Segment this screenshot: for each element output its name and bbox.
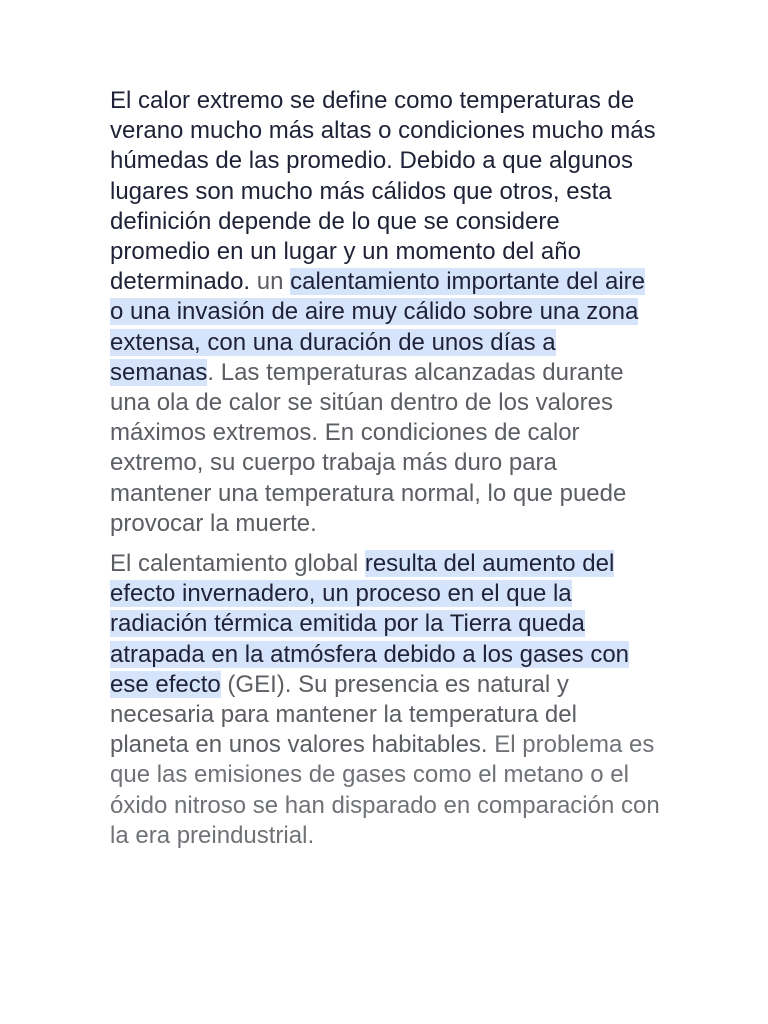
highlighted-text: resulta del aumento del efecto invernadero, un proceso en el que la radiación térmica emitida por la Tierra queda atrapada en la atmósfera debido a los gases con ese efecto xyxy=(110,550,630,698)
highlighted-text: calentamiento importante del aire o una invasión de aire muy cálido sobre una zona extensa, con una duración de unos días a semanas xyxy=(110,268,645,386)
text-segment: El calor extremo se define como temperaturas de verano mucho más altas o condiciones mucho más húmedas de las promedio. xyxy=(110,87,656,175)
text-segment: El calentamiento global xyxy=(110,550,365,578)
text-segment: (GEI). Su presencia es natural y necesaria para mantener la temperatura del planeta en unos valores habitables. xyxy=(110,670,577,759)
paragraph-heat xyxy=(110,86,662,539)
text-segment: . Las temperaturas alcanzadas durante una ola de calor se sitúan dentro de los valores máximos extremos. En condiciones de calor extremo, su cuerpo trabaja más duro para mantener una temperatura normal, lo que puede provocar la muerte. xyxy=(110,358,627,537)
text-segment: Debido a que algunos lugares son mucho más cálidos que otros, esta definición depende de lo que se considere promedio en un lugar y un momento del año determinado. xyxy=(110,147,634,296)
text-segment: El problema es que las emisiones de gases como el metano o el óxido nitroso se han disparado en comparación con la era preindustrial. xyxy=(110,731,660,849)
text-segment: un xyxy=(250,268,291,296)
paragraph-global-warming xyxy=(110,549,662,851)
